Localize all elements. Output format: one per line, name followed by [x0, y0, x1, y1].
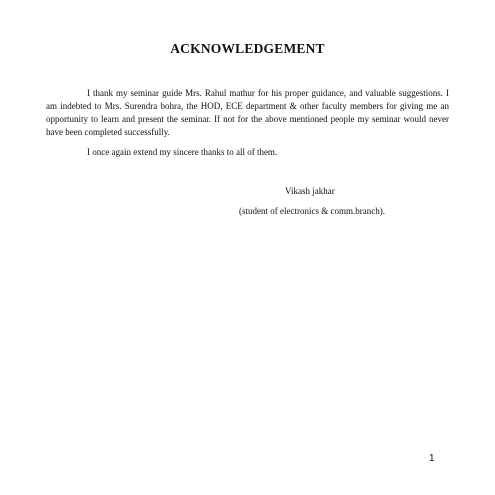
- acknowledgement-body: [46, 87, 449, 166]
- signature-name: Vikash jakhar: [285, 186, 335, 196]
- closing-paragraph: I once again extend my sincere thanks to all of them.: [87, 147, 278, 157]
- signature-role: (student of electronics & comm.branch).: [239, 206, 385, 216]
- page-title: ACKNOWLEDGEMENT: [170, 41, 325, 56]
- acknowledgement-paragraph: I thank my seminar guide Mrs. Rahul mathur for his proper guidance, and valuable suggestions. I am indebted to Mrs. Surendra bohra, the HOD, ECE department & other faculty members for giving me an opportunity to learn and present the seminar. If not for the above mentioned people my seminar would never have been completed successfully.: [46, 88, 449, 137]
- page-number: 1: [429, 453, 435, 464]
